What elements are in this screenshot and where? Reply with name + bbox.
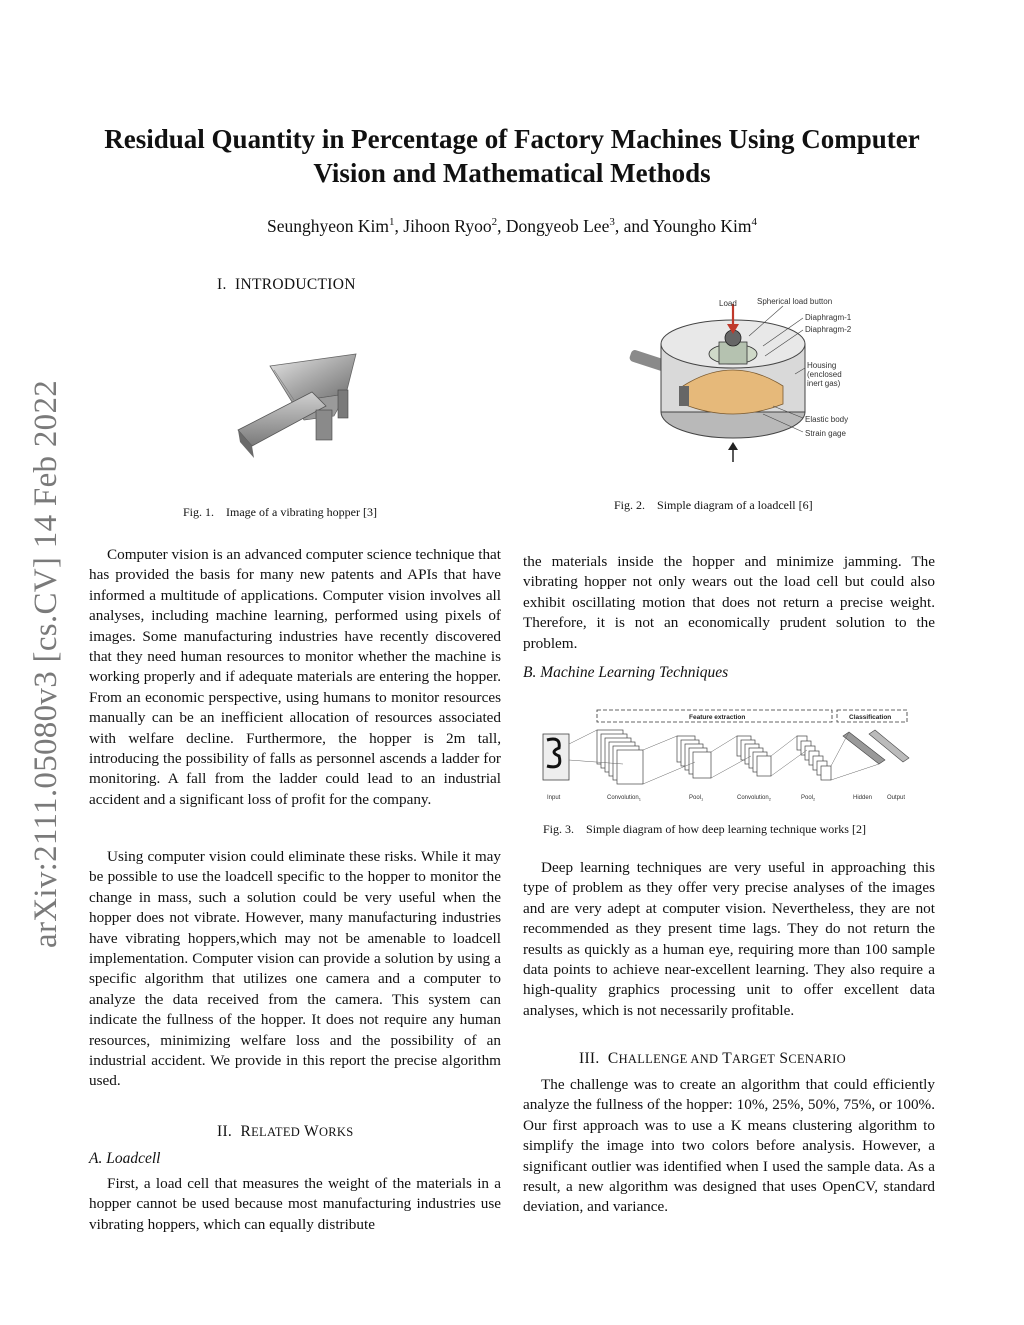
subsection-heading-machine-learning: B. Machine Learning Techniques: [523, 664, 729, 681]
intro-paragraph-1: Computer vision is an advanced computer science technique that has provided the basis for many new patents and APIs that have informed a multitude of applications. Computer vision involves all analyses, including machine learning, performed using pixels of images. Some manufacturing industries have recently discovered that they need human resources to monitor whether the machine is working properly and if adequate materials are entering the hopper. From an economic perspective, using humans to monitor resources manually can be an inefficient allocation of resources associated with welfare decline. Furthermore, the hopper is 2m tall, introducing the possibility of falls as personnel ascends a ladder for monitoring. A fall from the ladder could lead to an industrial accident and a significant loss of profit for the company.: [89, 546, 501, 808]
stage-sub: 2: [813, 796, 816, 802]
section-heading-introduction: [217, 276, 356, 294]
caption-text: Simple diagram of a loadcell [6]: [657, 498, 813, 512]
section-title-part: C: [607, 1050, 619, 1067]
label-housing-2: (enclosed: [807, 370, 842, 379]
stage-hidden: Hidden: [853, 795, 873, 801]
figure-label: Fig. 3.: [543, 822, 575, 836]
loadcell-paragraph: First, a load cell that measures the weight of the materials in a hopper cannot be used because most manufacturing industries use vibrating hoppers, which can equally distribute: [89, 1175, 501, 1233]
figure-loadcell-diagram: [623, 294, 943, 469]
author-name: Youngho Kim: [652, 216, 752, 236]
deep-learning-paragraph: Deep learning techniques are very useful in approaching this type of problem as they offer very precise analyses of the images and are very adept at computer vision. Nevertheless, they are not recommended as they present time lags. They do not return the results as quickly as a human eye, requiring more than 100 sample data points to achieve near-excellent learning. They also require a high-quality graphics processing unit to offer excellent data analyses, which is not necessarily profitable.: [523, 859, 935, 1019]
label-diaphragm-2: Diaphragm-2: [805, 325, 852, 334]
author-name: Dongyeob Lee: [505, 216, 610, 236]
author-name: Jihoon Ryoo: [403, 216, 492, 236]
arxiv-identifier[interactable]: arXiv:2111.05080v3 [cs.CV] 14 Feb 2022: [28, 379, 64, 948]
label-housing-3: inert gas): [807, 379, 841, 388]
hopper-illustration: [234, 350, 364, 462]
section-number: III.: [579, 1050, 600, 1067]
stage-sub: 1: [638, 796, 641, 802]
section-title-part: R: [240, 1123, 252, 1140]
stage-text: Pool: [801, 795, 814, 801]
section-heading-related-works: [217, 1123, 354, 1141]
label-load-button: Spherical load button: [757, 297, 833, 306]
section-number: I.: [217, 276, 227, 293]
section-title-part: CENARIO: [788, 1052, 846, 1066]
stage-text: Convolution: [737, 795, 769, 801]
label-classification: Classification: [849, 714, 892, 721]
figure-3-caption: [543, 822, 866, 837]
section-title-part: ORKS: [318, 1125, 354, 1139]
caption-text: Simple diagram of how deep learning technique works [2]: [586, 822, 866, 836]
label-load: Load: [719, 299, 737, 308]
stage-sub: 1: [701, 796, 704, 802]
title-line-1: Residual Quantity in Percentage of Factory Machines Using Computer: [104, 124, 920, 154]
stage-pool-1: [689, 795, 704, 802]
stage-convolution-2: [737, 795, 772, 802]
intro-paragraph-2: Using computer vision could eliminate these risks. While it may be possible to use the loadcell specific to the hopper to monitor the change in mass, such a solution could be very useful when the hopper does not vibrate. However, many manufacturing industries have vibrating hoppers,which may not be amenable to loadcell implementation. Computer vision can provide a solution by using a specific algorithm that utilizes one camera and a computer to analyze the data received from the camera. This system can indicate the fullness of the hopper. It does not require any human resources, minimizing welfare loss and the possibility of an industrial accident. We provide in this report the precise algorithm used.: [89, 848, 501, 1090]
affiliation-mark: 2: [491, 216, 498, 229]
figure-hopper-image: [234, 350, 364, 462]
section-title-part: ARGET: [732, 1052, 776, 1066]
author-separator: , and: [614, 216, 653, 236]
related-works-continued-paragraph: the materials inside the hopper and minimize jamming. The vibrating hopper not only wears out the load cell but could also exhibit oscillating motion that does not return a precise weight. Therefore, it is not an economically prudent solution to the problem.: [523, 553, 935, 652]
caption-text: Image of a vibrating hopper [3]: [226, 505, 377, 519]
affiliation-mark: 3: [609, 216, 615, 229]
challenge-paragraph: The challenge was to create an algorithm that could efficiently analyze the fullness of the hopper: 10%, 25%, 50%, 75%, or 100%. Our first approach was to use a K means clustering algorithm to simplify the image into two colors before analysis. However, a significant outlier was identified when I used the sample data. As a result, a new algorithm was designed that uses OpenCV, standard deviation, and variance.: [523, 1076, 935, 1216]
author-name: Seunghyeon Kim: [267, 216, 390, 236]
author-separator: ,: [394, 216, 404, 236]
stage-input: Input: [547, 795, 561, 801]
title-line-2: Vision and Mathematical Methods: [313, 158, 711, 188]
stage-pool-2: [801, 795, 816, 802]
label-feature-extraction: Feature extraction: [689, 714, 746, 721]
stage-sub: 2: [768, 796, 771, 802]
section-title-part: W: [304, 1123, 319, 1140]
cnn-illustration: [537, 700, 927, 804]
paper-title: [70, 122, 954, 190]
label-housing: Housing: [807, 361, 837, 370]
section-title-part: HALLENGE AND: [618, 1052, 719, 1066]
stage-output: Output: [887, 795, 906, 801]
figure-2-caption: [614, 498, 813, 513]
section-title-part: S: [779, 1050, 789, 1067]
author-separator: ,: [497, 216, 506, 236]
stage-text: Convolution: [607, 795, 639, 801]
figure-label: Fig. 2.: [614, 498, 646, 512]
label-elastic-body: Elastic body: [805, 415, 849, 424]
section-title-part: ELATED: [251, 1125, 301, 1139]
section-number: II.: [217, 1123, 233, 1140]
loadcell-illustration: [623, 294, 943, 469]
label-diaphragm-1: Diaphragm-1: [805, 313, 852, 322]
affiliation-mark: 1: [389, 216, 395, 229]
figure-label: Fig. 1.: [183, 505, 215, 519]
section-heading-challenge: [579, 1050, 846, 1068]
section-title-part: T: [722, 1050, 733, 1067]
figure-cnn-diagram: [537, 700, 927, 804]
stage-text: Pool: [689, 795, 702, 801]
label-strain-gage: Strain gage: [805, 429, 846, 438]
stage-convolution-1: [607, 795, 642, 802]
section-title: INTRODUCTION: [235, 276, 356, 293]
author-list: [70, 216, 954, 237]
subsection-heading-loadcell: A. Loadcell: [89, 1150, 161, 1167]
affiliation-mark: 4: [751, 216, 757, 229]
figure-1-caption: [183, 505, 377, 520]
